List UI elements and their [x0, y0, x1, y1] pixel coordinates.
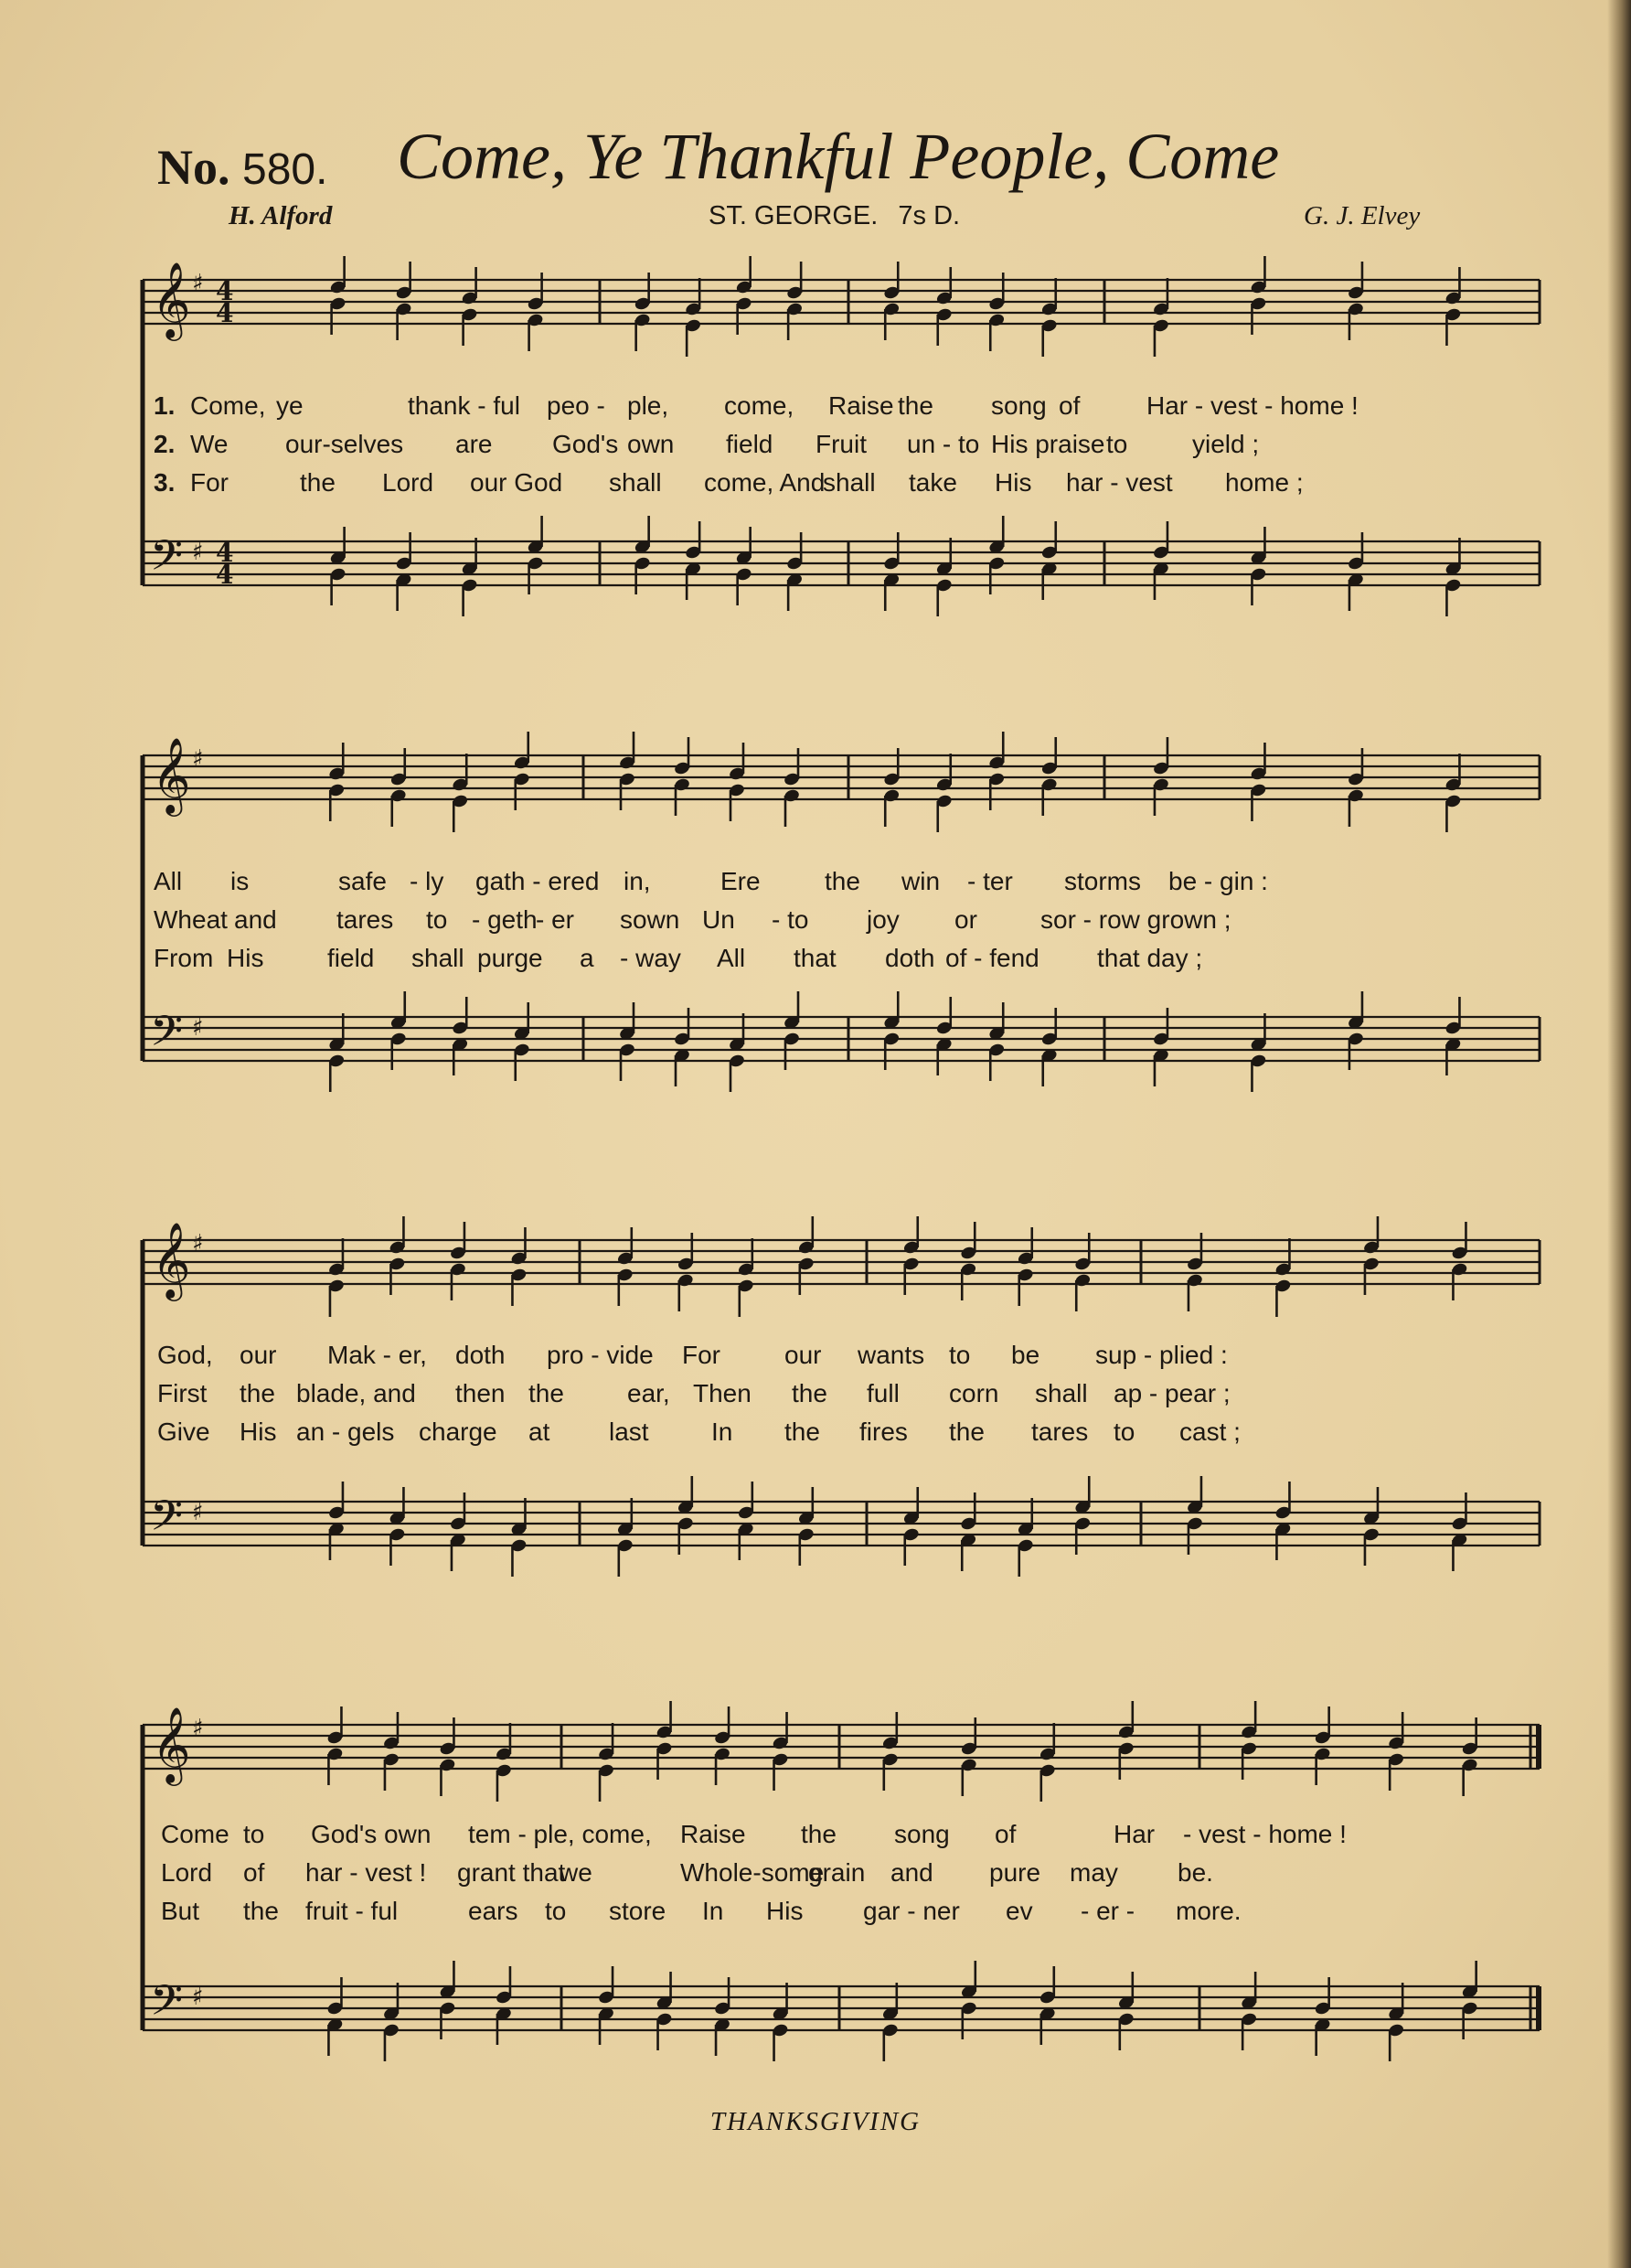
lyric-line [135, 430, 1549, 466]
lyric-word: then [455, 1379, 506, 1407]
lyric-word: an - gels [296, 1418, 395, 1446]
lyric-word: of [995, 1820, 1017, 1848]
lyric-word: the [801, 1820, 837, 1848]
hymn-title: Come, Ye Thankful People, Come [397, 120, 1280, 193]
lyric-word: be. [1178, 1858, 1213, 1887]
lyric-word: and [234, 905, 277, 934]
lyric-word: that day ; [1097, 944, 1203, 972]
lyric-word: Come [161, 1820, 229, 1848]
lyric-word: Har - vest - home ! [1146, 391, 1359, 420]
lyric-word: 3. [154, 468, 176, 497]
lyric-word: we [560, 1858, 592, 1887]
lyric-word: tares [1031, 1418, 1089, 1446]
lyric-word: In [702, 1897, 724, 1925]
lyric-word: First [157, 1379, 208, 1407]
hymn-credits [229, 201, 1454, 238]
lyric-word: the [825, 867, 860, 895]
lyric-word: own [627, 430, 675, 458]
music-system-2 [135, 722, 1549, 1107]
lyric-word: For [190, 468, 229, 497]
key-signature-sharp-icon: ♯ [192, 1984, 204, 2011]
lyric-word: sor - row grown ; [1040, 905, 1231, 934]
lyric-word: to [949, 1341, 971, 1369]
lyric-word: store [609, 1897, 666, 1925]
lyric-word: fires [859, 1418, 908, 1446]
lyric-word: yield ; [1192, 430, 1260, 458]
lyric-word: or [954, 905, 977, 934]
lyric-word: sown [620, 905, 680, 934]
lyric-word: Lord [161, 1858, 213, 1887]
lyric-word: the [949, 1418, 985, 1446]
hymn-number [157, 139, 327, 196]
lyric-word: His praise [991, 430, 1105, 458]
lyric-line [135, 1858, 1549, 1895]
lyric-word: gar - ner [863, 1897, 960, 1925]
key-signature-sharp-icon: ♯ [192, 539, 204, 566]
lyric-word: His [240, 1418, 277, 1446]
lyric-word: God's own [311, 1820, 432, 1848]
lyric-word: - ly [410, 867, 444, 895]
lyric-word: Ere [720, 867, 761, 895]
lyric-word: Fruit [816, 430, 867, 458]
treble-clef-icon: 𝄞 [152, 736, 191, 813]
lyric-word: tares [336, 905, 394, 934]
hymn-number-prefix: No. [157, 140, 230, 195]
bass-clef-icon: 𝄢 [150, 531, 184, 591]
time-signature-numerator: 4 [216, 538, 234, 568]
final-barline [1536, 1725, 1541, 1769]
lyric-word: ap - pear ; [1114, 1379, 1231, 1407]
lyric-word: Then [693, 1379, 752, 1407]
treble-clef-icon: 𝄞 [152, 1221, 191, 1298]
lyric-word: Un [702, 905, 735, 934]
lyric-line [135, 391, 1549, 428]
lyric-word: purge [477, 944, 543, 972]
lyric-word: - er - [1081, 1897, 1135, 1925]
lyric-word: Lord [382, 468, 434, 497]
lyric-word: joy [867, 905, 900, 934]
lyric-word: may [1070, 1858, 1118, 1887]
lyric-word: shall [411, 944, 464, 972]
lyric-word: to [426, 905, 448, 934]
lyric-word: thank - ful [408, 391, 520, 420]
lyric-word: 1. [154, 391, 176, 420]
lyric-word: sup - plied : [1095, 1341, 1228, 1369]
lyric-word: of - fend [945, 944, 1039, 972]
lyric-word: our [784, 1341, 822, 1369]
lyric-word: more. [1176, 1897, 1242, 1925]
lyric-word: win [901, 867, 941, 895]
lyric-line [135, 1341, 1549, 1377]
lyric-word: come, And [704, 468, 826, 497]
lyric-word: the [898, 391, 933, 420]
lyric-word: to [1114, 1418, 1135, 1446]
lyric-word: storms [1064, 867, 1141, 895]
lyric-word: corn [949, 1379, 999, 1407]
lyric-word: ye [276, 391, 304, 420]
lyric-word: blade, and [296, 1379, 416, 1407]
lyric-word: All [154, 867, 183, 895]
lyric-word: field [327, 944, 375, 972]
lyric-word: ev [1006, 1897, 1033, 1925]
lyric-word: in, [624, 867, 651, 895]
lyric-line [135, 1897, 1549, 1933]
lyric-word: - er [536, 905, 574, 934]
section-footer: THANKSGIVING [709, 2107, 922, 2136]
time-signature-denominator: 4 [216, 560, 234, 590]
bass-clef-icon: 𝄢 [150, 1007, 184, 1066]
lyric-word: be - gin : [1168, 867, 1268, 895]
lyric-word: God, [157, 1341, 213, 1369]
lyric-word: His [766, 1897, 804, 1925]
lyric-word: song [894, 1820, 950, 1848]
tune-name [709, 201, 960, 231]
lyric-word: at [528, 1418, 550, 1446]
lyric-line [135, 905, 1549, 942]
lyric-word: har - vest [1066, 468, 1173, 497]
page-edge-shadow [1607, 0, 1631, 2268]
lyric-word: In [711, 1418, 733, 1446]
lyric-word: For [682, 1341, 720, 1369]
lyric-word: home ; [1225, 468, 1304, 497]
lyric-word: All [717, 944, 746, 972]
hymn-number-value: 580. [242, 145, 328, 194]
bass-clef-icon: 𝄢 [150, 1976, 184, 2036]
lyric-word: the [240, 1379, 275, 1407]
lyric-word: ple, [627, 391, 669, 420]
lyric-word: His [227, 944, 264, 972]
lyric-word: shall [823, 468, 876, 497]
lyric-word: the [300, 468, 336, 497]
lyric-word: pure [989, 1858, 1041, 1887]
lyric-word: un - to [907, 430, 980, 458]
lyric-word: cast ; [1179, 1418, 1241, 1446]
key-signature-sharp-icon: ♯ [192, 1230, 204, 1257]
tune-title: ST. GEORGE. [709, 201, 879, 230]
lyric-word: Raise [828, 391, 894, 420]
lyric-word: the [792, 1379, 827, 1407]
music-system-4 [135, 1692, 1549, 2076]
music-system-3 [135, 1207, 1549, 1591]
lyric-word: ears [468, 1897, 518, 1925]
key-signature-sharp-icon: ♯ [192, 1014, 204, 1042]
lyric-word: of [1059, 391, 1081, 420]
lyric-word: Come, [190, 391, 266, 420]
lyric-word: to [243, 1820, 265, 1848]
lyric-word: fruit - ful [305, 1897, 399, 1925]
key-signature-sharp-icon: ♯ [192, 270, 204, 297]
lyric-word: Raise [680, 1820, 746, 1848]
lyric-word: har - vest ! [305, 1858, 427, 1887]
lyric-line [135, 1379, 1549, 1416]
key-signature-sharp-icon: ♯ [192, 1715, 204, 1742]
lyric-word: peo - [547, 391, 605, 420]
lyric-word: ear, [627, 1379, 670, 1407]
hymn-header [157, 119, 1565, 201]
lyric-word: charge [419, 1418, 497, 1446]
lyric-word: our-selves [285, 430, 404, 458]
lyric-word: 2. [154, 430, 176, 458]
lyric-word: safe [338, 867, 387, 895]
lyric-word: But [161, 1897, 200, 1925]
key-signature-sharp-icon: ♯ [192, 1499, 204, 1526]
lyric-word: come, [724, 391, 794, 420]
lyric-word: grant that [457, 1858, 566, 1887]
time-signature-numerator: 4 [216, 276, 234, 306]
lyric-word: We [190, 430, 229, 458]
time-signature-denominator: 4 [216, 298, 234, 328]
lyric-word: shall [609, 468, 662, 497]
lyric-word: Har [1114, 1820, 1156, 1848]
lyric-word: From [154, 944, 214, 972]
lyric-word: - geth [472, 905, 538, 934]
lyric-word: the [784, 1418, 820, 1446]
lyric-line [135, 1820, 1549, 1856]
lyric-word: - way [620, 944, 681, 972]
lyric-word: are [455, 430, 493, 458]
lyric-word: doth [885, 944, 935, 972]
lyric-word: of [243, 1858, 265, 1887]
lyric-word: field [726, 430, 773, 458]
music-system-1 [135, 247, 1549, 631]
bass-clef-icon: 𝄢 [150, 1492, 184, 1551]
lyric-word: to [1106, 430, 1128, 458]
lyric-word: gath - ered [475, 867, 600, 895]
lyric-line [135, 867, 1549, 904]
lyric-word: pro - vide [547, 1341, 654, 1369]
tune-meter: 7s D. [898, 201, 961, 230]
lyric-word: - ter [967, 867, 1013, 895]
lyric-word: is [230, 867, 250, 895]
lyric-word: our God [470, 468, 563, 497]
lyric-line [135, 1418, 1549, 1454]
lyric-word: - to [772, 905, 809, 934]
lyric-word: be [1011, 1341, 1040, 1369]
lyric-word: grain [808, 1858, 866, 1887]
lyric-word: last [609, 1418, 649, 1446]
lyric-word: Mak - er, [327, 1341, 427, 1369]
lyric-word: our [240, 1341, 277, 1369]
final-barline [1536, 1986, 1541, 2030]
lyric-word: wants [858, 1341, 925, 1369]
lyric-line [135, 944, 1549, 980]
lyric-word: song [991, 391, 1047, 420]
lyric-word: and [890, 1858, 933, 1887]
treble-clef-icon: 𝄞 [152, 1706, 191, 1782]
key-signature-sharp-icon: ♯ [192, 745, 204, 773]
lyric-word: shall [1035, 1379, 1088, 1407]
lyric-word: Give [157, 1418, 210, 1446]
lyric-word: the [528, 1379, 564, 1407]
lyric-word: - vest - home ! [1183, 1820, 1347, 1848]
lyric-word: Wheat [154, 905, 228, 934]
hymn-composer: G. J. Elvey [1304, 201, 1421, 230]
lyric-word: doth [455, 1341, 506, 1369]
lyric-word: a [580, 944, 594, 972]
lyric-word: Whole-some [680, 1858, 825, 1887]
lyric-word: that [794, 944, 837, 972]
lyric-word: take [909, 468, 957, 497]
lyric-word: tem - ple, come, [468, 1820, 652, 1848]
treble-clef-icon: 𝄞 [152, 261, 191, 337]
hymn-author: H. Alford [229, 201, 333, 230]
lyric-word: to [545, 1897, 567, 1925]
lyric-line [135, 468, 1549, 505]
lyric-word: the [243, 1897, 279, 1925]
lyric-word: God's [552, 430, 619, 458]
lyric-word: His [995, 468, 1032, 497]
lyric-word: full [867, 1379, 900, 1407]
